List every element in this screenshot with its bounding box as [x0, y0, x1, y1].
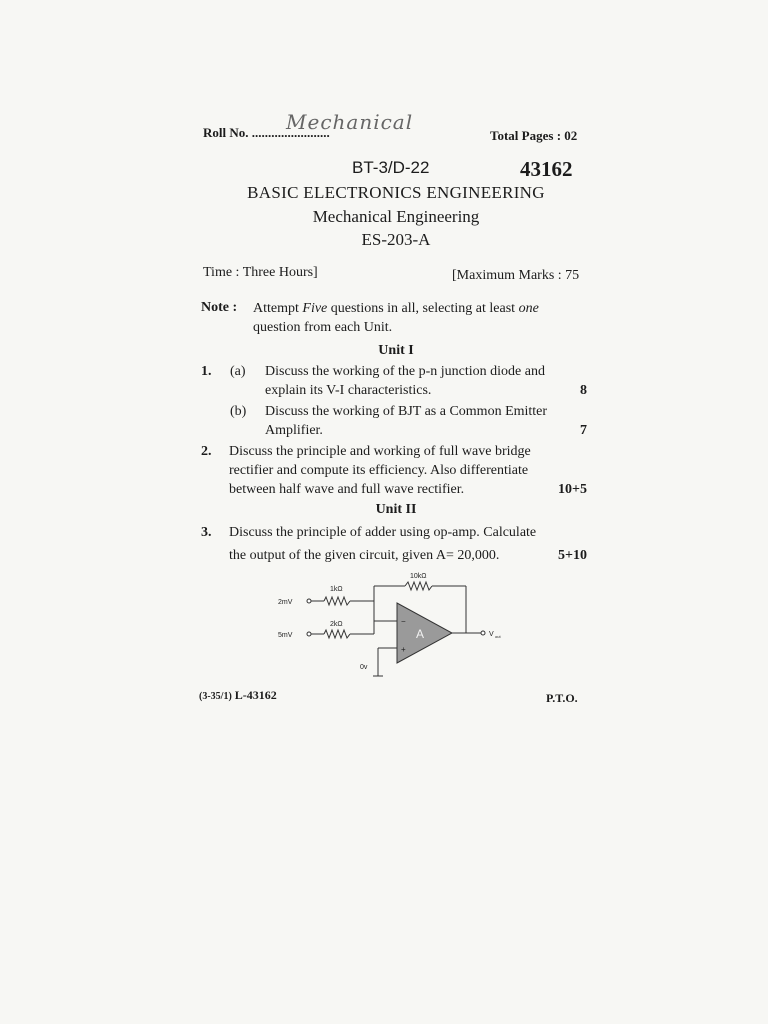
note-five: Five [302, 301, 328, 316]
q3-marks: 5+10 [558, 548, 587, 563]
subject-title: BASIC ELECTRONICS ENGINEERING [247, 183, 545, 202]
q1b-line2: Amplifier. [265, 423, 323, 438]
note-one: one [518, 301, 539, 316]
q2-line2: rectifier and compute its efficiency. Also differentiate [229, 463, 529, 478]
q2-text [229, 442, 587, 499]
q1b-line2-row [265, 421, 587, 440]
label-10k: 10kΩ [410, 573, 427, 580]
q1a-line2-row [265, 381, 587, 400]
minus-sign: − [401, 617, 406, 626]
note-text-b: questions in all, selecting at least [327, 301, 519, 316]
q1b-text [265, 402, 587, 440]
resistor-2k [324, 630, 350, 638]
total-pages: Total Pages : 02 [490, 128, 578, 143]
footer-code [199, 688, 277, 703]
label-vout-sub: out [495, 634, 501, 639]
op-amp-symbol [397, 603, 452, 663]
q2-line3: between half wave and full wave rectifier. [229, 482, 465, 497]
note-label: Note : [201, 300, 238, 315]
q3-number: 3. [201, 525, 212, 540]
resistor-1k [324, 597, 350, 605]
label-0v: 0v [360, 664, 368, 671]
footer-code-main: L-43162 [234, 688, 277, 702]
time-allowed: Time : Three Hours] [203, 265, 318, 280]
q1b-label: (b) [230, 404, 247, 419]
q3-line2: the output of the given circuit, given A= 20,000. [229, 548, 500, 563]
q1a-line2: explain its V-I characteristics. [265, 383, 432, 398]
label-1k: 1kΩ [330, 586, 343, 593]
q2-line3-row [229, 480, 587, 499]
q3-text [229, 523, 587, 565]
roll-number-label: Roll No. ........................ [203, 125, 330, 140]
paper-code: BT-3/D-22 [352, 158, 430, 177]
note-text-a: Attempt [253, 301, 303, 316]
plus-sign: + [401, 645, 406, 654]
paper-number: 43162 [520, 157, 573, 181]
q2-marks: 10+5 [558, 482, 587, 497]
footer-code-prefix: (3-35/1) [199, 691, 232, 702]
maximum-marks: [Maximum Marks : 75 [452, 268, 580, 283]
q1-number: 1. [201, 364, 212, 379]
q1a-label: (a) [230, 364, 246, 379]
q3-line1: Discuss the principle of adder using op-amp. Calculate [229, 525, 537, 540]
note-text [253, 299, 588, 318]
terminal-out [481, 631, 485, 635]
q1a-line1: Discuss the working of the p-n junction diode and [265, 364, 545, 379]
q2-line1: Discuss the principle and working of full wave bridge [229, 444, 531, 459]
branch-title: Mechanical Engineering [312, 207, 480, 226]
label-2mv: 2mV [278, 599, 293, 606]
pto-label: P.T.O. [546, 691, 578, 705]
label-vout: V [489, 631, 494, 638]
resistor-10k [405, 582, 432, 590]
terminal-in2 [307, 632, 311, 636]
unit-1-heading: Unit I [378, 343, 414, 358]
roll-number-handwritten: Mechanical [286, 110, 414, 134]
label-5mv: 5mV [278, 632, 293, 639]
course-code: ES-203-A [361, 230, 431, 249]
q3-line2-row [229, 546, 587, 565]
q1a-text [265, 362, 587, 400]
terminal-in1 [307, 599, 311, 603]
q1b-line1: Discuss the working of BJT as a Common Emitter [265, 404, 548, 419]
q2-number: 2. [201, 444, 212, 459]
note-text-line2: question from each Unit. [253, 320, 393, 335]
q1b-marks: 7 [580, 423, 587, 438]
unit-2-heading: Unit II [375, 502, 417, 517]
label-2k: 2kΩ [330, 621, 343, 628]
q1a-marks: 8 [580, 383, 587, 398]
op-amp-adder-circuit [270, 566, 520, 684]
label-amp: A [416, 627, 425, 641]
